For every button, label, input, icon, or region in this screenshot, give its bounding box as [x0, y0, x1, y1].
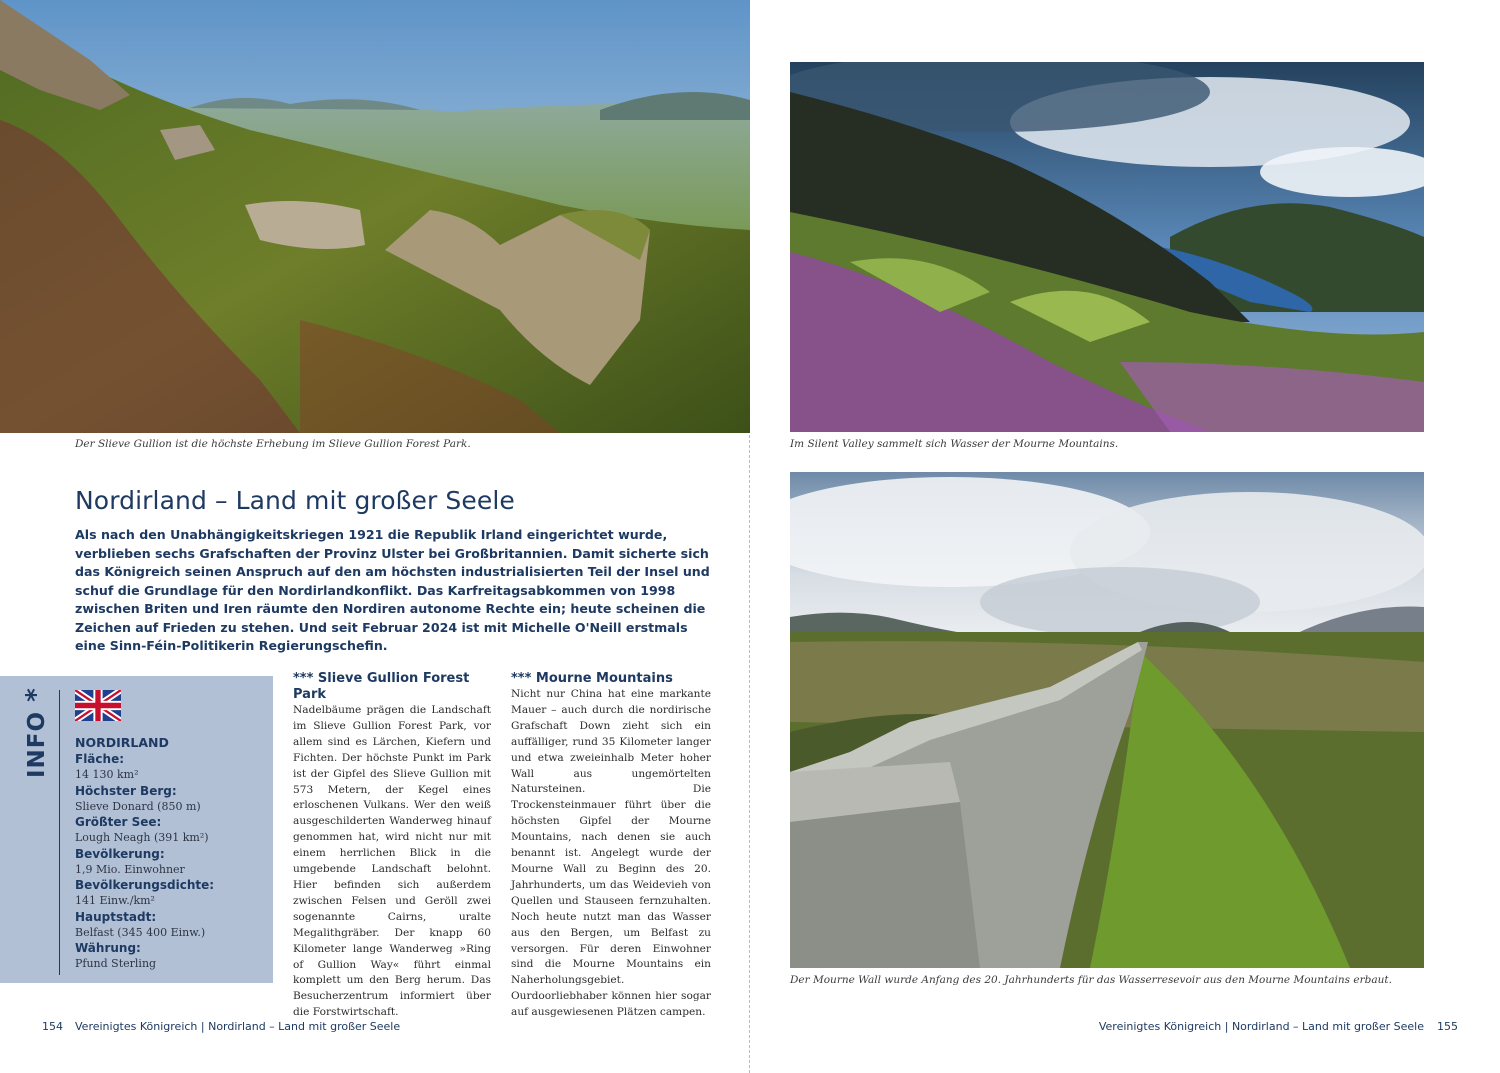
fact-value: Lough Neagh (391 km²)	[75, 831, 209, 844]
caption-slieve-gullion: Der Slieve Gullion ist die höchste Erhebung im Slieve Gullion Forest Park.	[75, 438, 471, 450]
photo-slieve-gullion	[0, 0, 750, 433]
running-head-left: Vereinigtes Königreich | Nordirland – Land mit großer Seele	[75, 1020, 401, 1033]
section-heading: *** Slieve Gullion Forest Park	[293, 671, 470, 702]
fact-value: Slieve Donard (850 m)	[75, 799, 201, 813]
photo-mourne-wall	[790, 472, 1424, 968]
section-body: Nadelbäume prägen die Landschaft im Slieve Gullion Forest Park, vor allem sind es Lärchen, Kiefern und Fichten. Der höchste Punkt im Park ist der Gipfel des Slieve Gullion mit 573 Metern, der Kegel eines erloschenen Vulkans. Wer den weiß ausgeschilderten Wanderweg hinauf genommen hat, wird nicht nur mit einem herrlichen Blick in die umgebende Landschaft belohnt. Hier befinden sich außerdem zwischen Felsen und Geröll zwei sogenannte Cairns, uralte Megalithgräber. Der knapp 60 Kilometer lange Wanderweg »Ring of Gullion Way« führt einmal komplett um den Berg herum. Das Besucherzentrum informiert über die Forstwirtschaft.	[293, 704, 491, 1019]
fact-value: 141 Einw./km²	[75, 894, 155, 907]
page-number-left: 154	[42, 1020, 63, 1033]
fact-label: Fläche:	[75, 752, 125, 766]
running-head-right: Vereinigtes Königreich | Nordirland – Land mit großer Seele	[1098, 1020, 1424, 1033]
article-lead: Als nach den Unabhängigkeitskriegen 1921 die Republik Irland eingerichtet wurde, verblieben sechs Grafschaften der Provinz Ulster bei Großbritannien. Damit sicherte sich das Königreich seinen Anspruch auf den am höchsten industrialisierten Teil der Insel und schuf die Grundlage für den Nordirlandkonflikt. Das Karfreitagsabkommen von 1998 zwischen Briten und Iren räumte den Nordiren autonome Rechte ein; heute scheinen die Zeichen auf Frieden zu stehen. Und seit Februar 2024 ist mit Michelle O'Neill erstmals eine Sinn-Féin-Politikerin Regierungschefin.	[75, 527, 710, 653]
fact-value: Pfund Sterling	[75, 957, 157, 970]
fact-label: Bevölkerung:	[75, 846, 165, 861]
section-heading: *** Mourne Mountains	[511, 671, 673, 686]
fact-label: Höchster Berg:	[75, 783, 177, 798]
info-tab-text	[21, 687, 51, 778]
info-divider	[59, 690, 60, 975]
asterisk-icon: *	[21, 687, 51, 702]
fact-value: Belfast (345 400 Einw.)	[75, 925, 206, 939]
photo-silent-valley	[790, 62, 1424, 432]
article-title: Nordirland – Land mit großer Seele	[75, 486, 515, 515]
fact-label: Größter See:	[75, 815, 162, 829]
fact-label: Hauptstadt:	[75, 909, 157, 924]
caption-mourne-wall: Der Mourne Wall wurde Anfang des 20. Jahrhunderts für das Wasserresevoir aus den Mourne Mountains erbaut.	[790, 974, 1392, 986]
section-forest-park	[293, 671, 491, 1021]
fact-label: Bevölkerungsdichte:	[75, 878, 215, 892]
section-body: Nicht nur China hat eine markante Mauer – auch durch die nordirische Grafschaft Down zieht sich ein auffälliger, rund 35 Kilometer langer und etwa zweieinhalb Meter hoher Wall aus ungemörtelten Natursteinen. Die Trockensteinmauer führt über die höchsten Gipfel der Mourne Mountains, nach denen sie auch benannt ist. Angelegt wurde der Mourne Wall zu Beginn des 20. Jahrhunderts, um das Weidevieh von Quellen und Stauseen fernzuhalten. Noch heute nutzt man das Wasser aus den Bergen, um Belfast zu versorgen. Für deren Einwohner sind die Mourne Mountains ein Naherholungsgebiet. Ourdoorliebhaber können hier sogar auf ausgewiesenen Plätzen campen.	[511, 688, 711, 1019]
fact-label: Währung:	[75, 941, 141, 955]
fact-value: 14 130 km²	[75, 768, 139, 781]
section-mourne-mountains	[511, 671, 711, 1021]
page-number-right: 155	[1437, 1020, 1458, 1033]
fact-value: 1,9 Mio. Einwohner	[75, 862, 185, 876]
info-tab-label	[20, 686, 52, 786]
caption-silent-valley: Im Silent Valley sammelt sich Wasser der Mourne Mountains.	[790, 438, 1119, 450]
union-jack-flag-icon	[75, 690, 121, 721]
info-country: NORDIRLAND	[75, 735, 169, 750]
info-facts	[75, 735, 265, 972]
info-tab-word: INFO	[24, 710, 50, 778]
